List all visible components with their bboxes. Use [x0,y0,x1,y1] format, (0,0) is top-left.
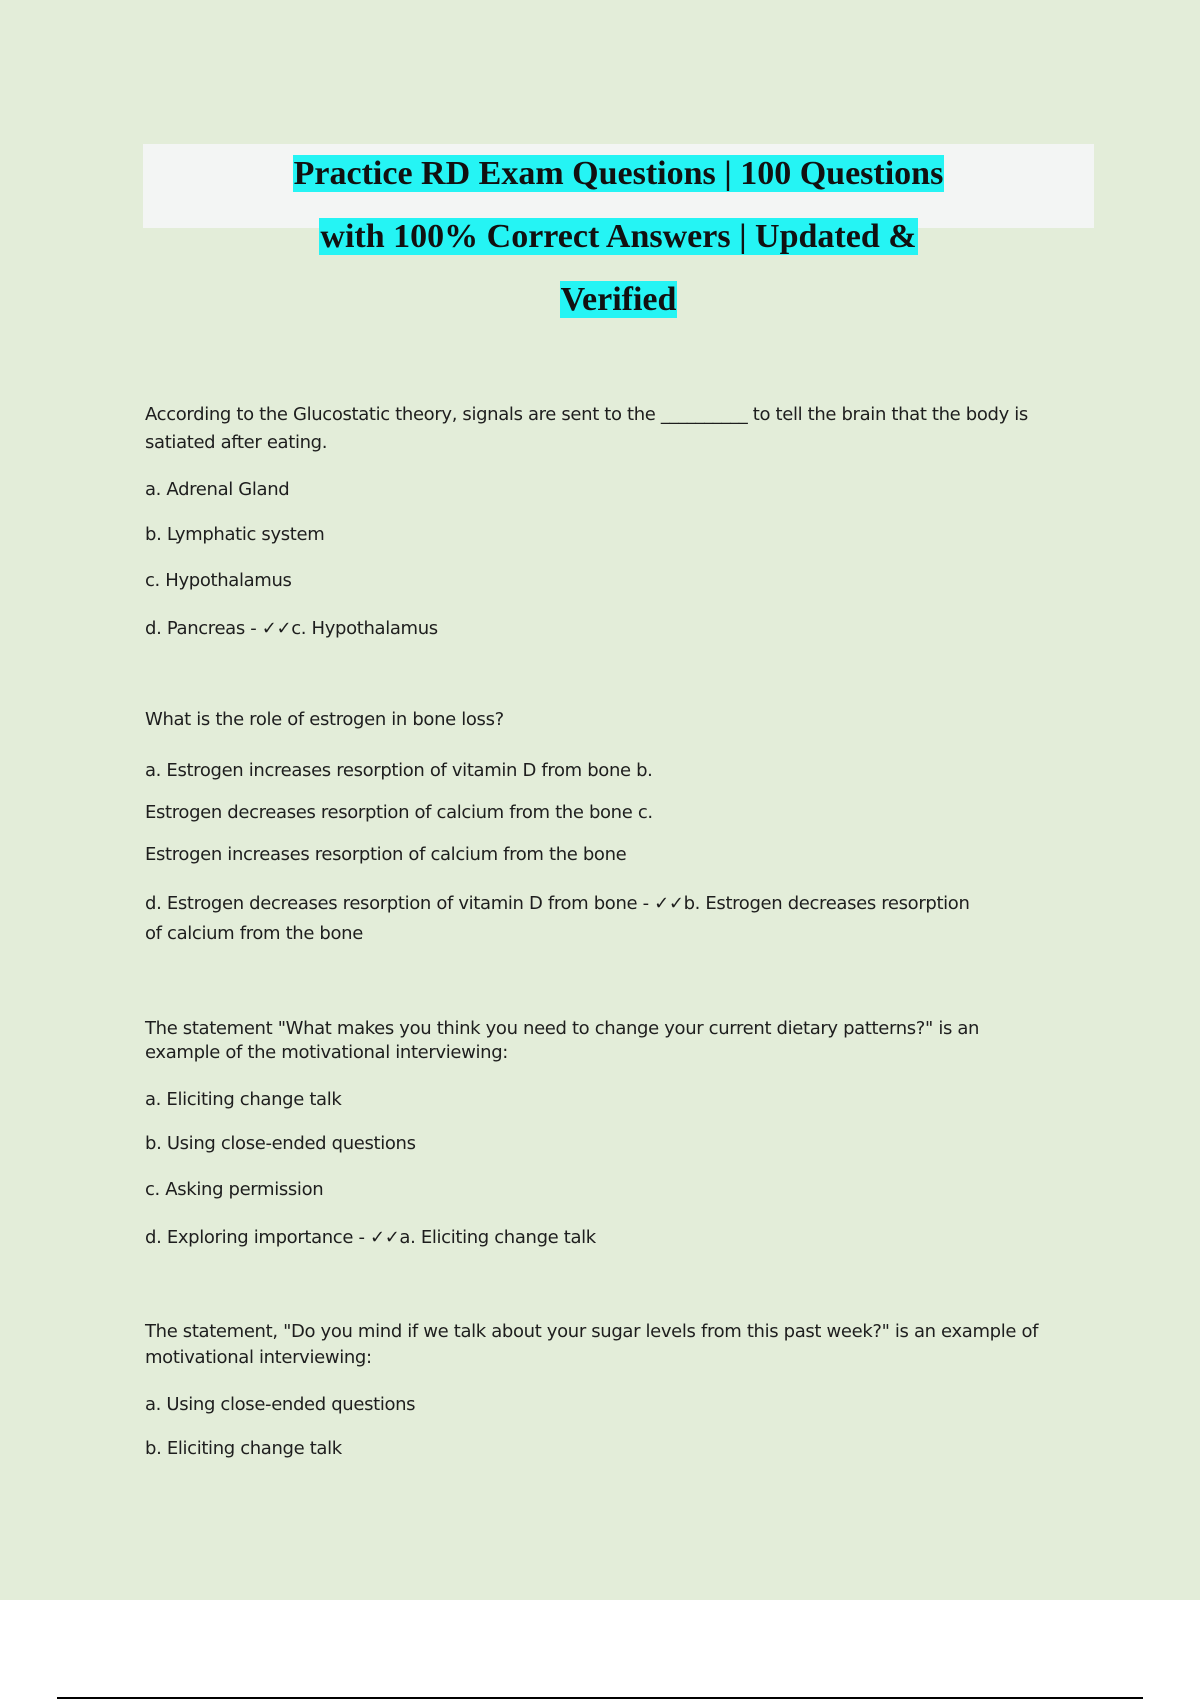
answer-option: c. Asking permission [145,1179,324,1200]
question-text: satiated after eating. [145,432,328,453]
answer-option: b. Using close-ended questions [145,1133,416,1154]
question-text: motivational interviewing: [145,1347,372,1368]
question-text: The statement "What makes you think you need to change your current dietary patterns?" is an [145,1018,980,1039]
answer-option-with-correct-answer: of calcium from the bone [145,923,363,944]
title-line-2: with 100% Correct Answers | Updated & [320,218,917,255]
answer-option: Estrogen increases resorption of calcium from the bone [145,844,627,865]
title-line-1: Practice RD Exam Questions | 100 Questions [293,155,944,192]
answer-option: b. Eliciting change talk [145,1438,342,1459]
answer-option: c. Hypothalamus [145,570,292,591]
question-text: According to the Glucostatic theory, signals are sent to the __________ to tell the brain that the body is [145,404,1028,425]
answer-option: a. Adrenal Gland [145,479,290,500]
footer-rule [57,1697,1143,1699]
answer-option: a. Estrogen increases resorption of vitamin D from bone b. [145,760,653,781]
document-title [143,142,1094,331]
answer-option-with-correct-answer: d. Exploring importance - ✓✓a. Eliciting change talk [145,1227,596,1248]
answer-option: a. Eliciting change talk [145,1089,342,1110]
question-text: What is the role of estrogen in bone loss? [145,709,504,730]
question-text: The statement, "Do you mind if we talk about your sugar levels from this past week?" is an example of [145,1321,1039,1342]
answer-option-with-correct-answer: d. Pancreas - ✓✓c. Hypothalamus [145,618,438,639]
answer-option: a. Using close-ended questions [145,1394,416,1415]
title-line-3: Verified [560,281,677,318]
answer-option: Estrogen decreases resorption of calcium from the bone c. [145,802,653,823]
question-text: example of the motivational interviewing: [145,1042,508,1063]
answer-option-with-correct-answer: d. Estrogen decreases resorption of vitamin D from bone - ✓✓b. Estrogen decreases resorption [145,893,970,914]
answer-option: b. Lymphatic system [145,524,325,545]
